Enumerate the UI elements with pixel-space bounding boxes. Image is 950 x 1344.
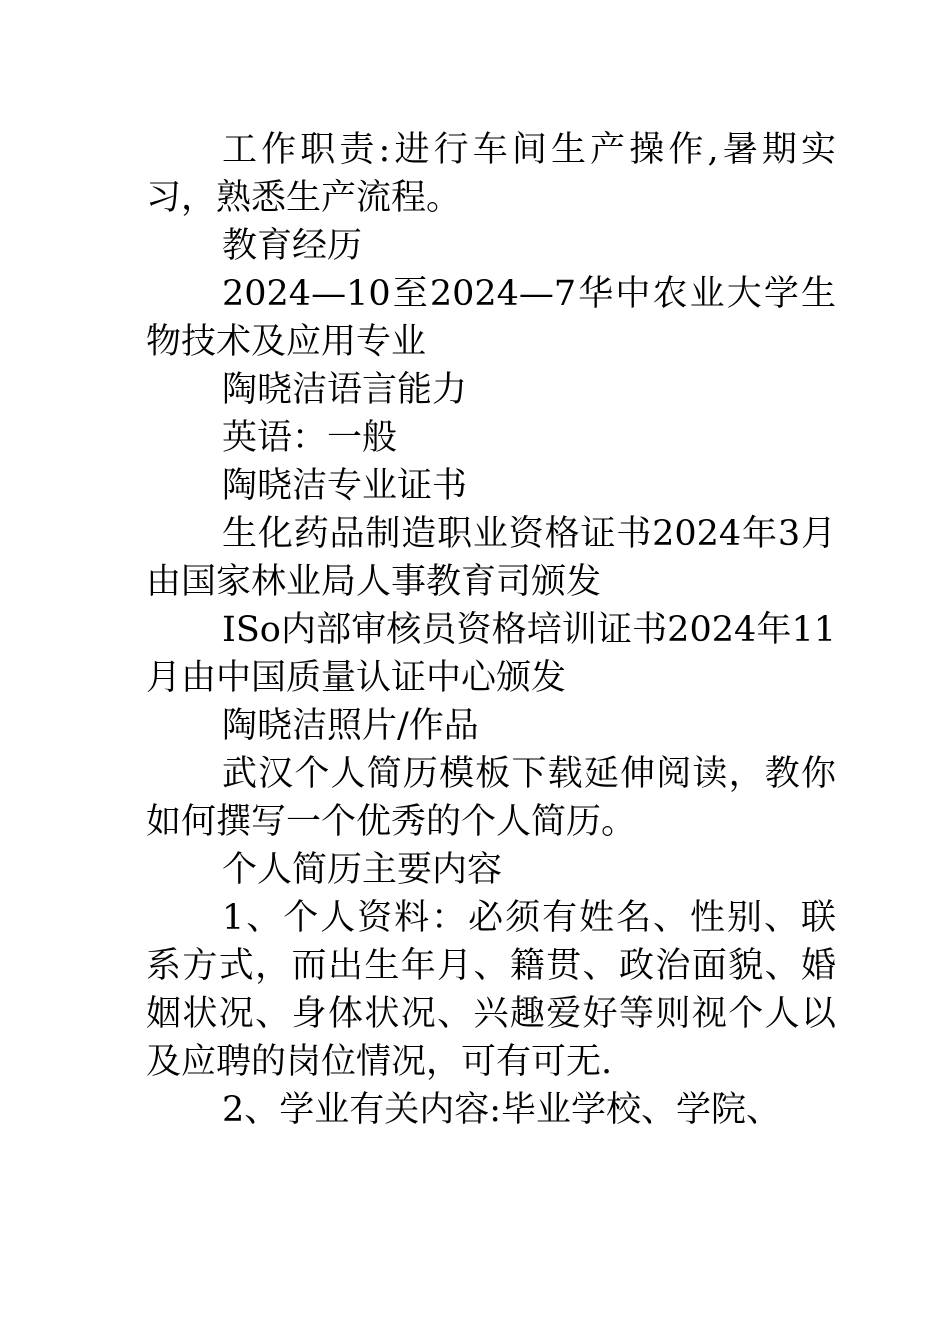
paragraph-extended-reading: 武汉个人简历模板下载延伸阅读，教你如何撰写一个优秀的个人简历。 xyxy=(146,754,836,842)
paragraph-personal-info: 1、个人资料：必须有姓名、性别、联系方式，而出生年月、籍贯、政治面貌、婚姻状况、身体状况、兴趣爱好等则视个人以及应聘的岗位情况，可有可无. xyxy=(146,898,836,1082)
paragraph-job-duties: 工作职责:进行车间生产操作,暑期实习，熟悉生产流程。 xyxy=(146,130,836,218)
heading-education: 教育经历 xyxy=(222,226,363,266)
paragraph-certificate-1: 生化药品制造职业资格证书2024年3月由国家林业局人事教育司颁发 xyxy=(146,514,836,602)
paragraph-academic-content: 2、学业有关内容:毕业学校、学院、 xyxy=(222,1090,782,1130)
paragraph-certificate-2: ISo内部审核员资格培训证书2024年11月由中国质量认证中心颁发 xyxy=(146,610,836,698)
heading-resume-main-content: 个人简历主要内容 xyxy=(222,850,503,890)
document-body xyxy=(146,126,836,1134)
heading-certificates: 陶晓洁专业证书 xyxy=(222,466,468,506)
paragraph-education-entry: 2024—10至2024—7华中农业大学生物技术及应用专业 xyxy=(146,274,836,362)
heading-photos-works: 陶晓洁照片/作品 xyxy=(222,706,479,746)
heading-language-ability: 陶晓洁语言能力 xyxy=(222,370,468,410)
paragraph-english-level: 英语：一般 xyxy=(222,418,398,458)
